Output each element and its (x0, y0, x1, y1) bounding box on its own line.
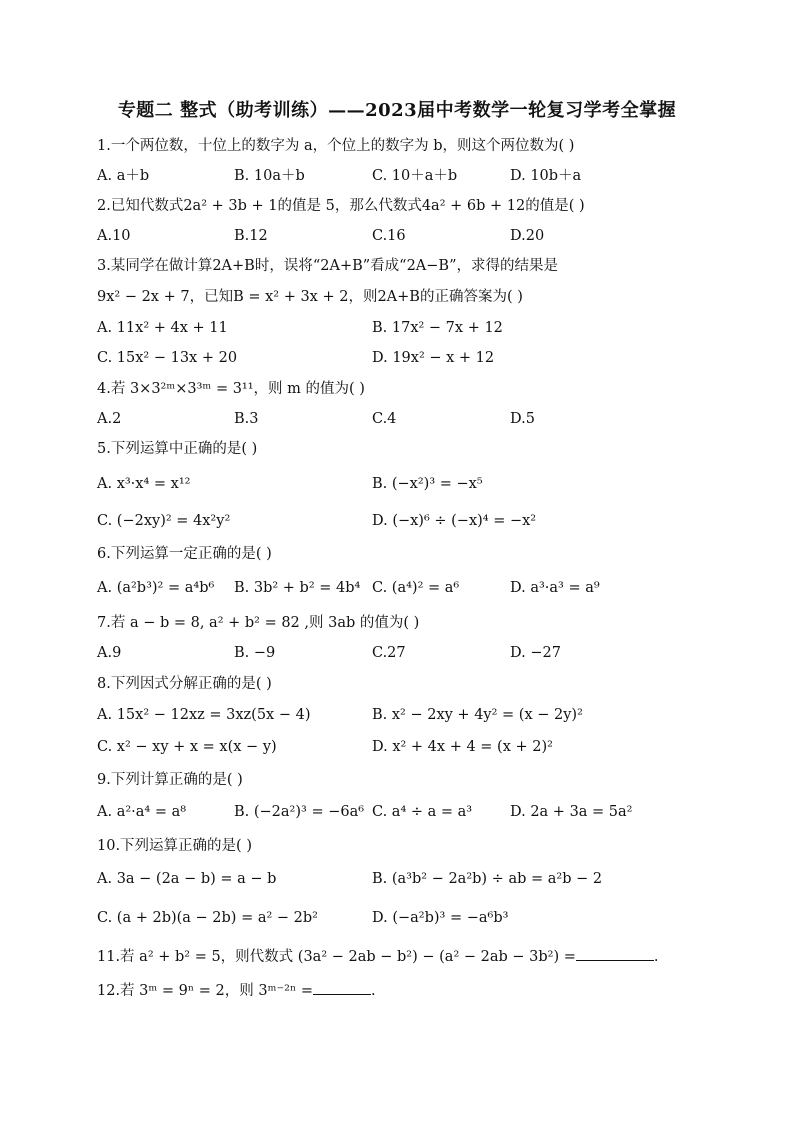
question-12-row (97, 980, 376, 1001)
q4-option-d: D.5 (510, 411, 535, 427)
question-2-stem: 2.已知代数式2a² + 3b + 1的值是 5，那么代数式4a² + 6b + 12的值是( ) (97, 198, 585, 214)
question-10-stem: 10.下列运算正确的是( ) (97, 838, 252, 854)
q10-option-b: B. (a³b² − 2a²b) ÷ ab = a²b − 2 (372, 871, 603, 887)
q1-option-b: B. 10a＋b (234, 168, 305, 184)
question-7-stem: 7.若 a − b = 8, a² + b² = 82 ,则 3ab 的值为( ) (97, 615, 420, 631)
q5-option-b: B. (−x²)³ = −x⁵ (372, 476, 483, 492)
question-11-period: . (653, 949, 659, 965)
q3-option-a: A. 11x² + 4x + 11 (97, 320, 228, 336)
q9-option-c: C. a⁴ ÷ a = a³ (372, 804, 473, 820)
q8-option-a: A. 15x² − 12xz = 3xz(5x − 4) (97, 707, 311, 723)
question-11-stem: 11.若 a² + b² = 5，则代数式 (3a² − 2ab − b²) − (a² − 2ab − 3b²) = (97, 949, 576, 965)
q6-option-a: A. (a²b³)² = a⁴b⁶ (97, 580, 215, 596)
q8-option-c: C. x² − xy + x = x(x − y) (97, 739, 277, 755)
q9-option-d: D. 2a + 3a = 5a² (510, 804, 633, 820)
page-title: 专题二 整式（助考训练）——2023届中考数学一轮复习学考全掌握 (117, 100, 677, 121)
question-11-row (97, 946, 658, 967)
question-1-stem: 1.一个两位数，十位上的数字为 a，个位上的数字为 b，则这个两位数为( ) (97, 138, 575, 154)
q6-option-d: D. a³·a³ = a⁹ (510, 580, 600, 596)
q3-option-d: D. 19x² − x + 12 (372, 350, 495, 366)
q10-option-a: A. 3a − (2a − b) = a − b (97, 871, 277, 887)
question-12-period: . (370, 983, 376, 999)
q4-option-c: C.4 (372, 411, 397, 427)
q7-option-c: C.27 (372, 645, 406, 661)
question-4-stem: 4.若 3×3²ᵐ×3³ᵐ = 3¹¹，则 m 的值为( ) (97, 381, 365, 397)
answer-blank-11[interactable] (576, 946, 654, 961)
q6-option-b: B. 3b² + b² = 4b⁴ (234, 580, 361, 596)
q7-option-d: D. −27 (510, 645, 561, 661)
q8-option-d: D. x² + 4x + 4 = (x + 2)² (372, 739, 553, 755)
q2-option-b: B.12 (234, 228, 268, 244)
q10-option-d: D. (−a²b)³ = −a⁶b³ (372, 910, 509, 926)
question-9-stem: 9.下列计算正确的是( ) (97, 772, 243, 788)
q9-option-b: B. (−2a²)³ = −6a⁶ (234, 804, 365, 820)
q3-option-c: C. 15x² − 13x + 20 (97, 350, 238, 366)
q2-option-c: C.16 (372, 228, 406, 244)
q2-option-d: D.20 (510, 228, 545, 244)
q1-option-d: D. 10b＋a (510, 168, 582, 184)
question-3-stem: 3.某同学在做计算2A+B时，误将“2A+B”看成“2A−B”，求得的结果是 (97, 258, 558, 274)
q2-option-a: A.10 (97, 228, 131, 244)
answer-blank-12[interactable] (313, 980, 371, 995)
q4-option-b: B.3 (234, 411, 259, 427)
q10-option-c: C. (a + 2b)(a − 2b) = a² − 2b² (97, 910, 318, 926)
question-12-stem: 12.若 3ᵐ = 9ⁿ = 2，则 3ᵐ⁻²ⁿ = (97, 983, 313, 999)
q5-option-a: A. x³·x⁴ = x¹² (97, 476, 191, 492)
q1-option-c: C. 10＋a＋b (372, 168, 458, 184)
question-8-stem: 8.下列因式分解正确的是( ) (97, 676, 272, 692)
q4-option-a: A.2 (97, 411, 122, 427)
q5-option-d: D. (−x)⁶ ÷ (−x)⁴ = −x² (372, 513, 537, 529)
q3-option-b: B. 17x² − 7x + 12 (372, 320, 503, 336)
question-6-stem: 6.下列运算一定正确的是( ) (97, 546, 272, 562)
q7-option-b: B. −9 (234, 645, 276, 661)
q7-option-a: A.9 (97, 645, 122, 661)
q1-option-a: A. a＋b (97, 168, 150, 184)
q8-option-b: B. x² − 2xy + 4y² = (x − 2y)² (372, 707, 583, 723)
q9-option-a: A. a²·a⁴ = a⁸ (97, 804, 187, 820)
question-5-stem: 5.下列运算中正确的是( ) (97, 441, 258, 457)
q5-option-c: C. (−2xy)² = 4x²y² (97, 513, 231, 529)
question-3-stem-continued: 9x² − 2x + 7，已知B = x² + 3x + 2，则2A+B的正确答案为( ) (97, 289, 523, 305)
q6-option-c: C. (a⁴)² = a⁶ (372, 580, 460, 596)
